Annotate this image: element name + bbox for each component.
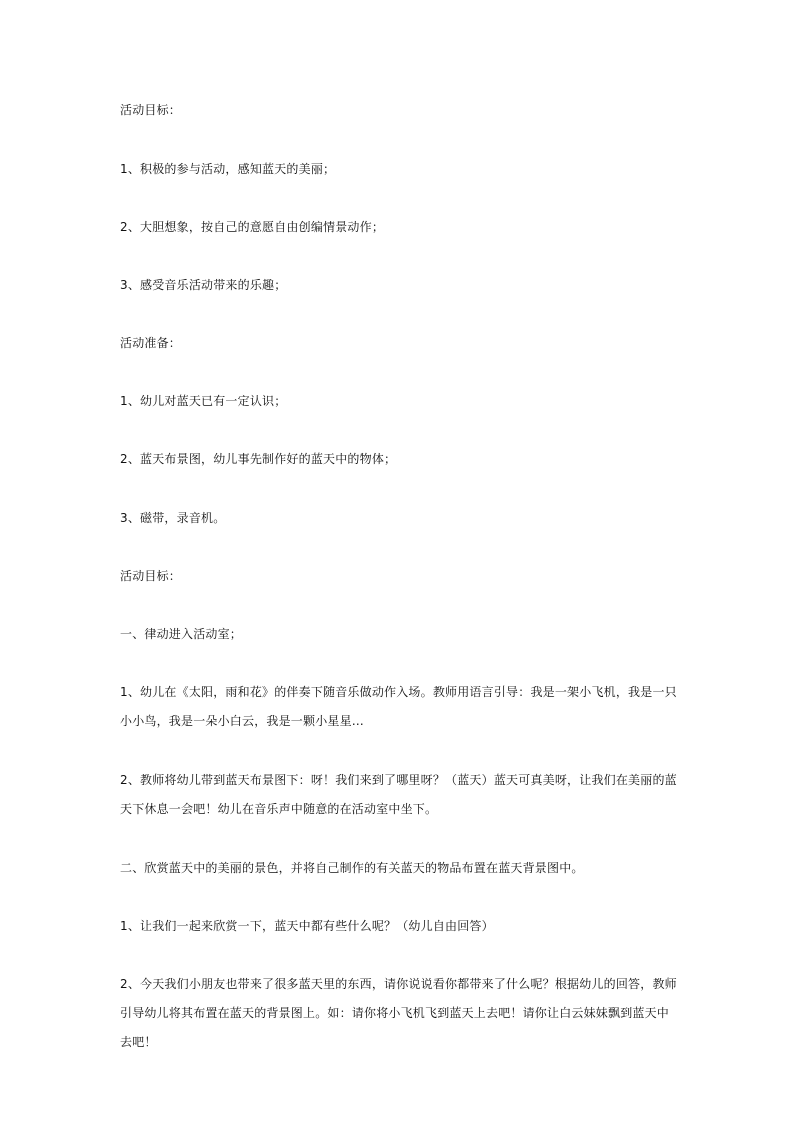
section-heading-goals-2: 活动目标： — [120, 569, 182, 583]
section-heading-goals: 活动目标： — [120, 103, 182, 117]
step-1-item-2: 2、教师将幼儿带到蓝天布景图下：呀！我们来到了哪里呀？（蓝天）蓝天可真美呀，让我们在美丽的蓝天下休息一会吧！幼儿在音乐声中随意的在活动室中坐下。 — [120, 773, 677, 816]
goal-item-3: 3、感受音乐活动带来的乐趣； — [120, 278, 287, 292]
step-2-item-1: 1、让我们一起来欣赏一下，蓝天中都有些什么呢？（幼儿自由回答） — [120, 919, 494, 933]
step-1-item-1: 1、幼儿在《太阳，雨和花》的伴奏下随音乐做动作入场。教师用语言引导：我是一架小飞机，我是一只小小鸟，我是一朵小白云，我是一颗小星星… — [120, 685, 677, 728]
step-2-item-2: 2、今天我们小朋友也带来了很多蓝天里的东西，请你说说看你都带来了什么呢？根据幼儿的回答，教师引导幼儿将其布置在蓝天的背景图上。如：请你将小飞机飞到蓝天上去吧！请你让白云妹妹飘到蓝天中去吧！ — [120, 977, 677, 1049]
step-heading-2: 二、欣赏蓝天中的美丽的景色，并将自己制作的有关蓝天的物品布置在蓝天背景图中。 — [120, 861, 584, 875]
preparation-item-3: 3、磁带，录音机。 — [120, 511, 226, 525]
preparation-item-2: 2、蓝天布景图，幼儿事先制作好的蓝天中的物体； — [120, 452, 397, 466]
preparation-item-1: 1、幼儿对蓝天已有一定认识； — [120, 394, 287, 408]
goal-item-2: 2、大胆想象，按自己的意愿自由创编情景动作； — [120, 220, 385, 234]
section-heading-preparation: 活动准备： — [120, 336, 182, 350]
goal-item-1: 1、积极的参与活动，感知蓝天的美丽； — [120, 162, 336, 176]
step-heading-1: 一、律动进入活动室； — [120, 627, 243, 641]
